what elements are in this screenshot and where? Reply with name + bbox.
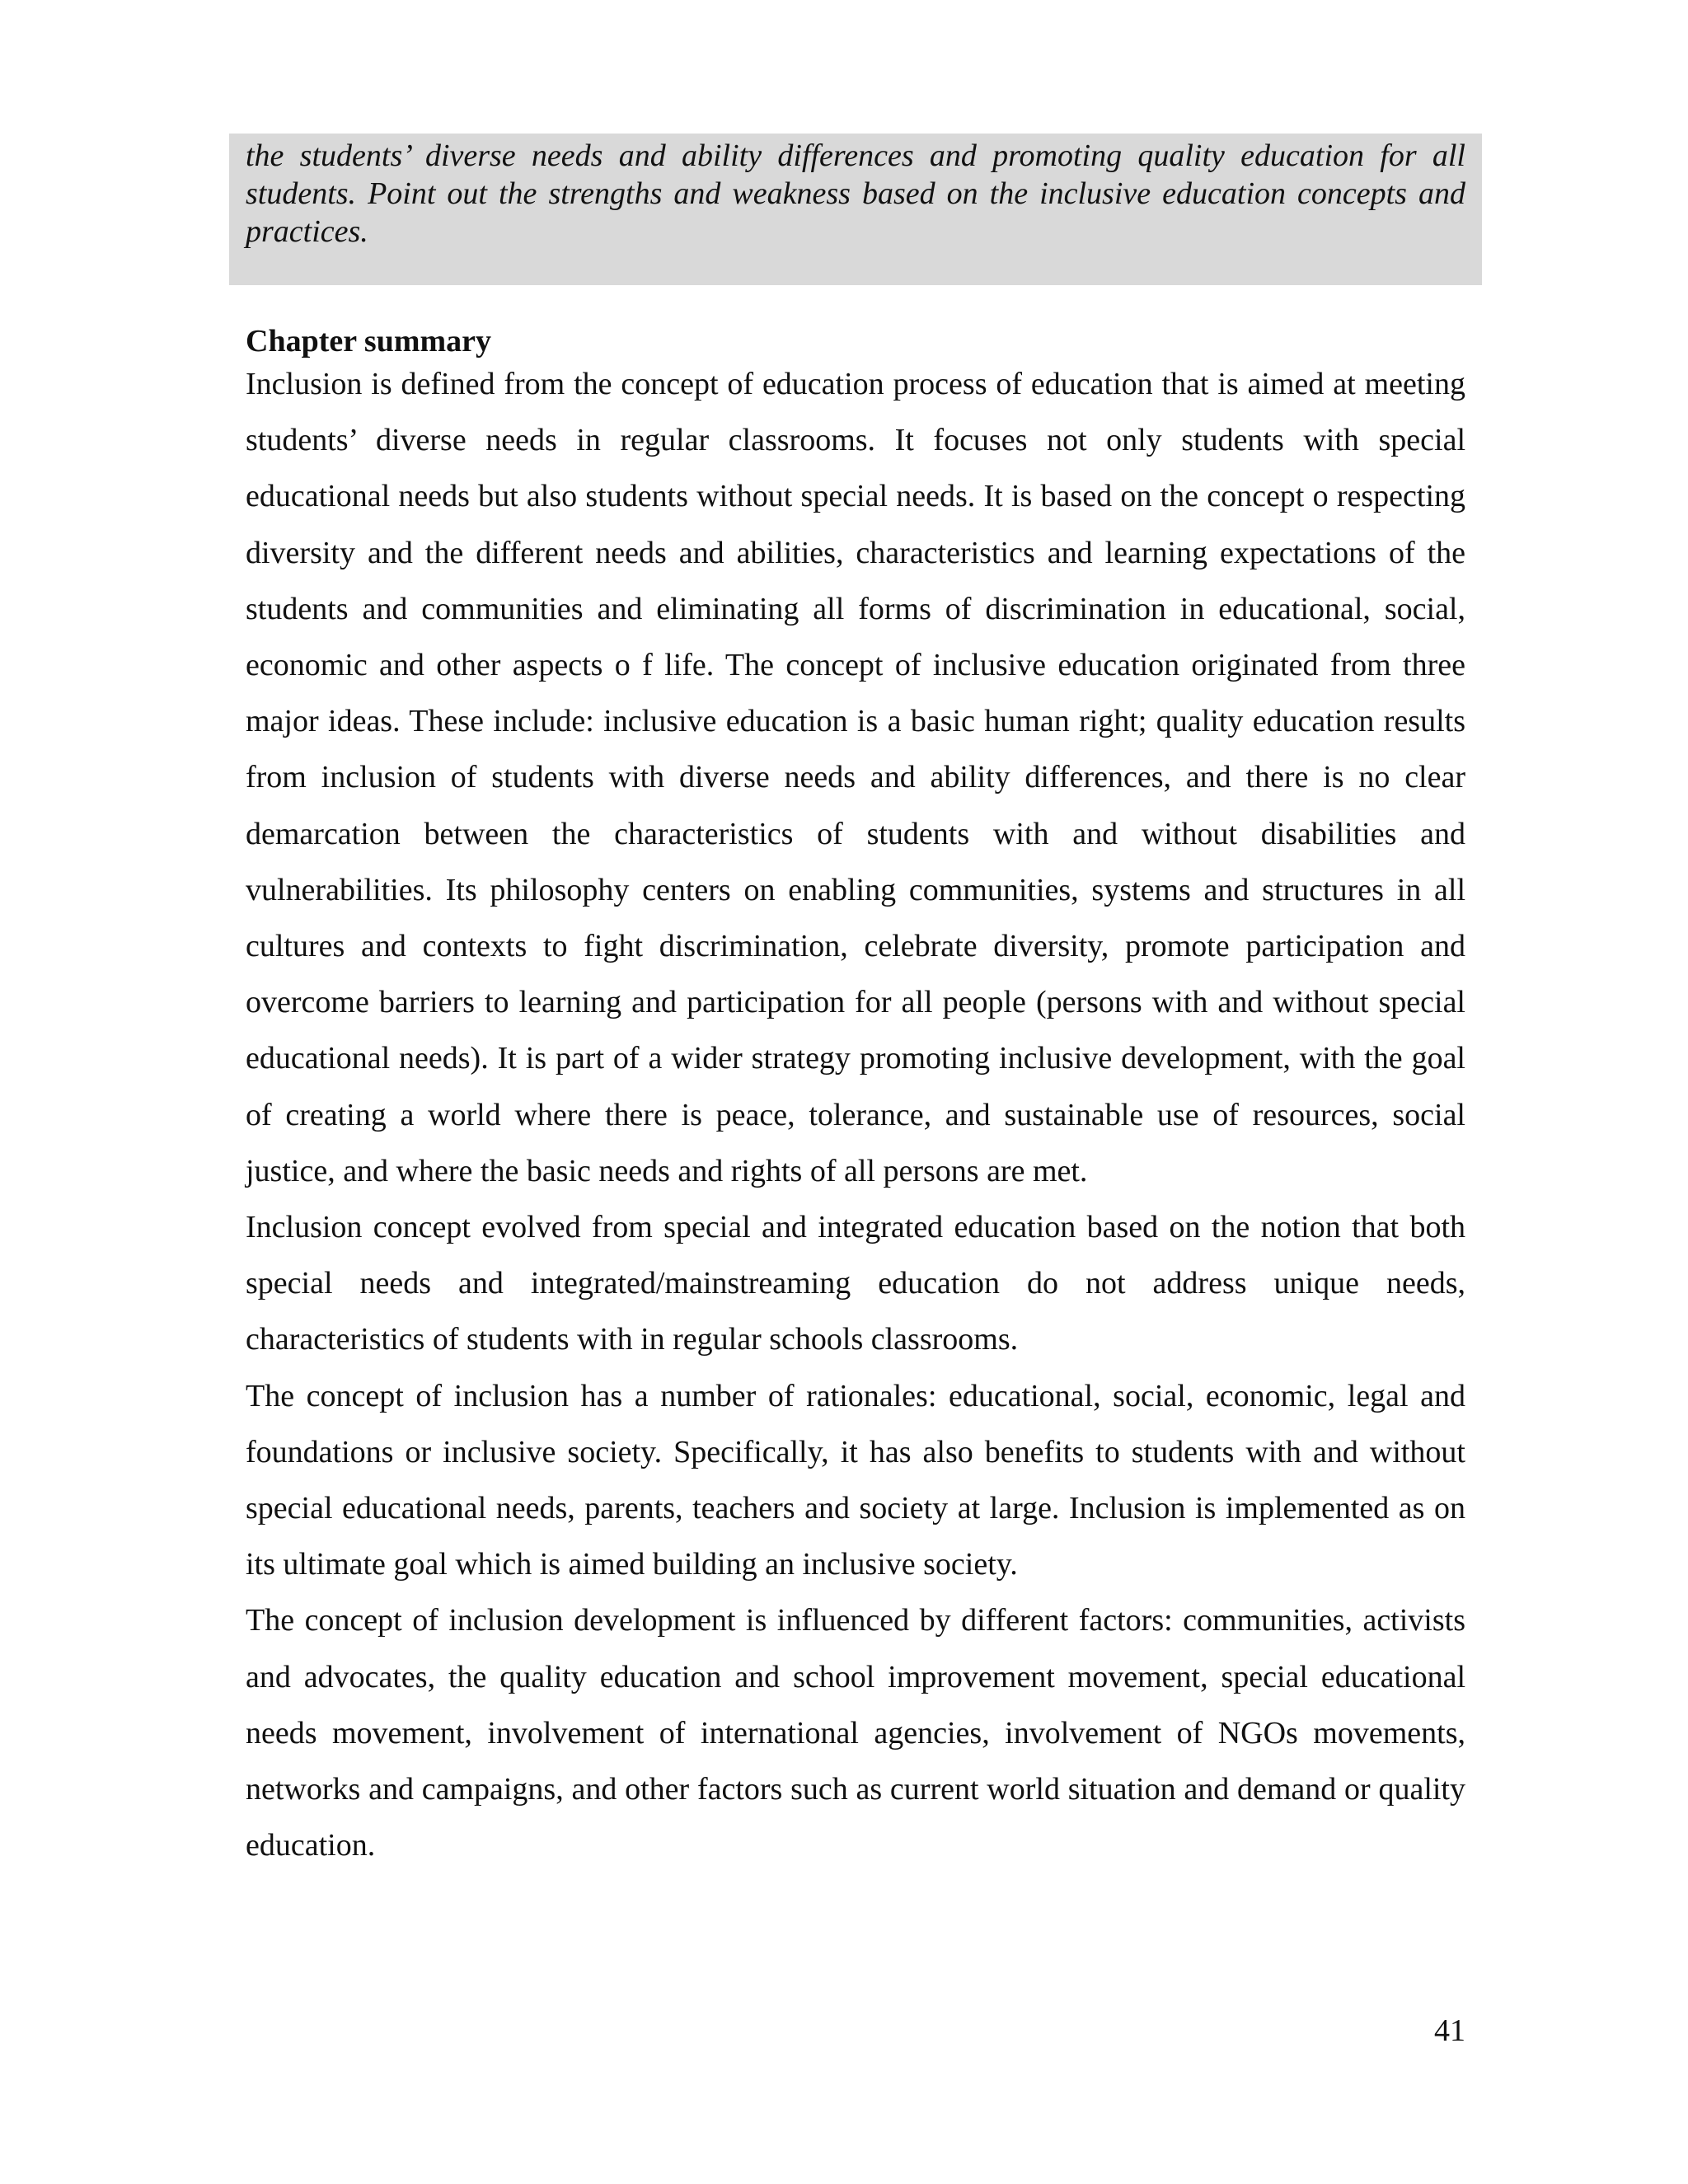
activity-box (229, 134, 1482, 285)
summary-paragraph-2: Inclusion concept evolved from special and integrated education based on the notion that both special needs and integrated/mainstreaming education do not address unique needs, characteristics of students with in regular schools classrooms. (246, 1210, 1465, 1357)
page-number: 41 (1434, 2013, 1465, 2048)
activity-box-text: the students’ diverse needs and ability differences and promoting quality education for all students. Point out the strengths and weakness based on the inclusive education concepts and practices. (246, 138, 1465, 249)
summary-paragraph-4: The concept of inclusion development is influenced by different factors: communities, activists and advocates, the quality education and school improvement movement, special educational needs movement, involvement of international agencies, involvement of NGOs movements, networks and campaigns, and other factors such as current world situation and demand or quality education. (246, 1603, 1465, 1863)
summary-paragraph-1: Inclusion is defined from the concept of education process of education that is aimed at meeting students’ diverse needs in regular classrooms. It focuses not only students with special educational needs but also students without special needs. It is based on the concept o respecting diversity and the different needs and abilities, characteristics and learning expectations of the students and communities and eliminating all forms of discrimination in educational, social, economic and other aspects o f life. The concept of inclusive education originated from three major ideas. These include: inclusive education is a basic human right; quality education results from inclusion of students with diverse needs and ability differences, and there is no clear demarcation between the characteristics of students with and without disabilities and vulnerabilities. Its philosophy centers on enabling communities, systems and structures in all cultures and contexts to fight discrimination, celebrate diversity, promote participation and overcome barriers to learning and participation for all people (persons with and without special educational needs). It is part of a wider strategy promoting inclusive development, with the goal of creating a world where there is peace, tolerance, and sustainable use of resources, social justice, and where the basic needs and rights of all persons are met. (246, 367, 1465, 1188)
chapter-summary-section (246, 320, 1465, 1873)
chapter-summary-heading: Chapter summary (246, 324, 492, 359)
summary-paragraph-3: The concept of inclusion has a number of rationales: educational, social, economic, legal and foundations or inclusive society. Specifically, it has also benefits to students with and without special educational needs, parents, teachers and society at large. Inclusion is implemented as on its ultimate goal which is aimed building an inclusive society. (246, 1378, 1465, 1582)
